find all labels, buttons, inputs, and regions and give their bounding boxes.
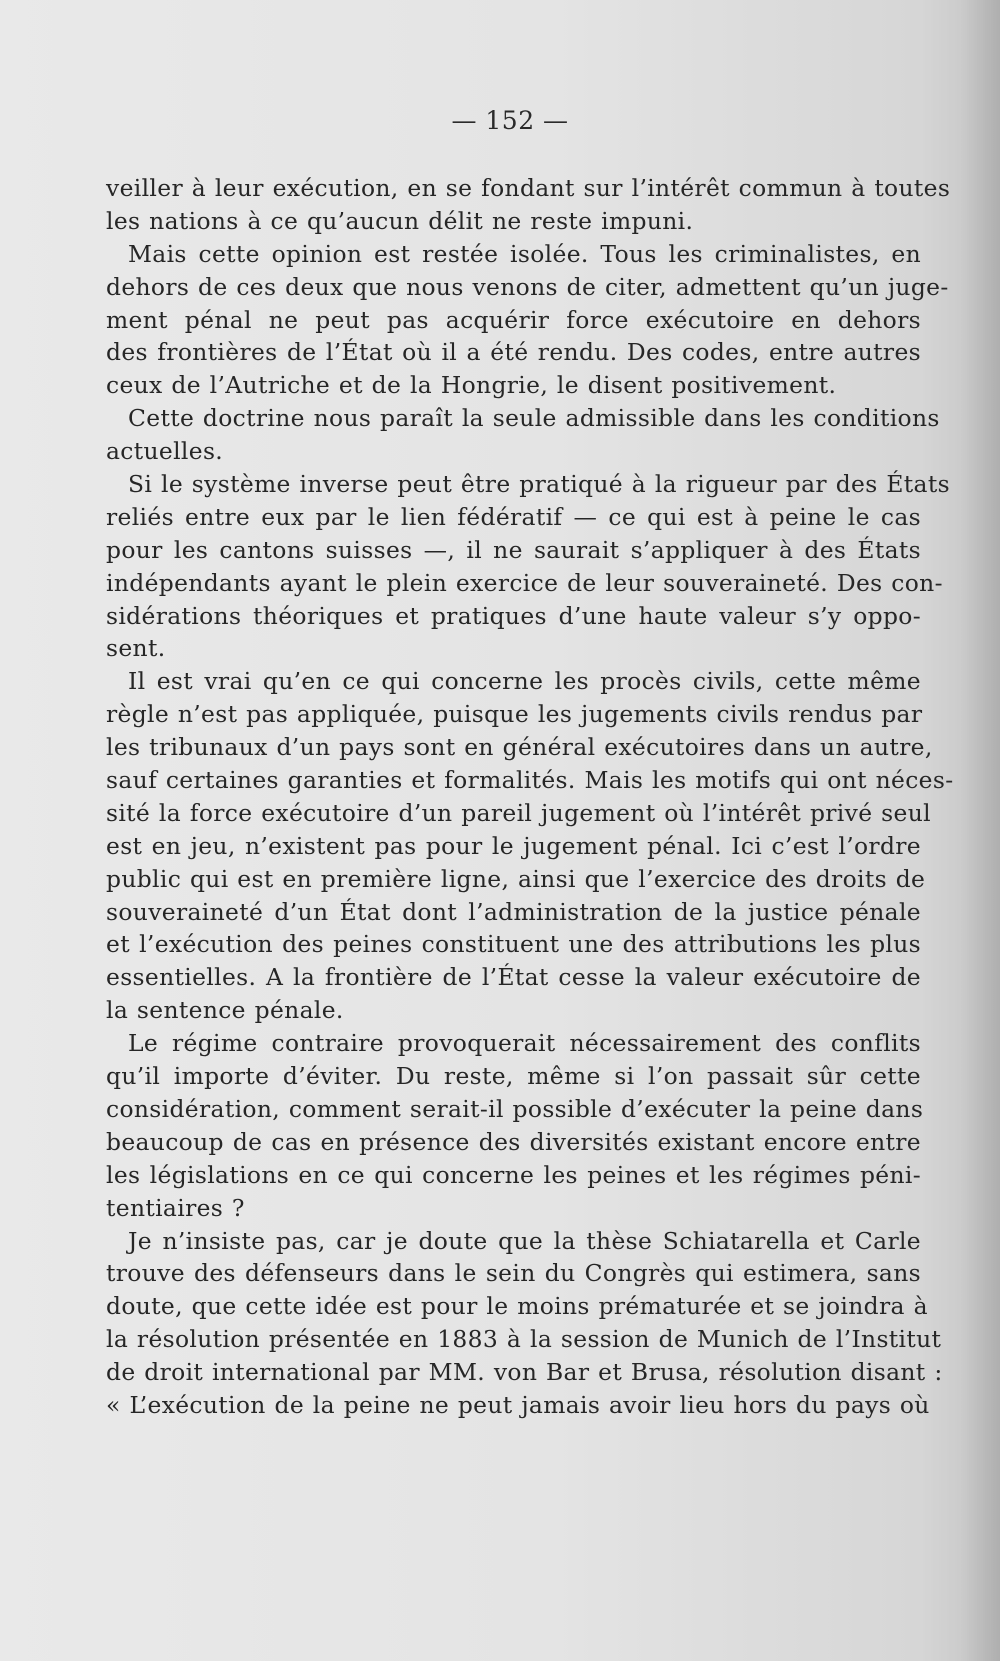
text-line: sent.: [106, 634, 166, 663]
text-line: la résolution présentée en 1883 à la session de Munich de l’Institut: [106, 1325, 942, 1354]
text-line: souveraineté d’un État dont l’administration de la justice pénale: [106, 897, 921, 926]
text-line: indépendants ayant le plein exercice de leur souveraineté. Des con-: [106, 568, 943, 597]
text-line: les législations en ce qui concerne les peines et les régimes péni-: [106, 1160, 921, 1189]
text-line: doute, que cette idée est pour le moins prématurée et se joindra à: [106, 1292, 928, 1321]
text-line: considération, comment serait-il possible d’exécuter la peine dans: [106, 1094, 924, 1123]
text-line: règle n’est pas appliquée, puisque les jugements civils rendus par: [106, 700, 923, 729]
text-line: essentielles. A la frontière de l’État cesse la valeur exécutoire de: [106, 963, 921, 992]
text-line: beaucoup de cas en présence des diversités existant encore entre: [106, 1127, 921, 1156]
text-line: Si le système inverse peut être pratiqué à la rigueur par des États: [128, 470, 950, 499]
text-line: veiller à leur exécution, en se fondant sur l’intérêt commun à toutes: [106, 174, 951, 202]
text-line: reliés entre eux par le lien fédératif — ce qui est à peine le cas: [106, 502, 921, 531]
text-line: tentiaires ?: [106, 1193, 245, 1222]
text-line: les nations à ce qu’aucun délit ne reste impuni.: [106, 206, 694, 235]
text-line: dehors de ces deux que nous venons de citer, admettent qu’un juge-: [106, 272, 949, 301]
page-edge-shadow: [960, 0, 1000, 1661]
text-line: « L’exécution de la peine ne peut jamais avoir lieu hors du pays où: [106, 1390, 930, 1419]
body-text: [106, 172, 954, 1422]
page-number: — 152 —: [451, 106, 569, 135]
text-line: Il est vrai qu’en ce qui concerne les procès civils, cette même: [128, 667, 921, 696]
text-line: des frontières de l’État où il a été rendu. Des codes, entre autres: [106, 338, 921, 367]
text-line: la sentence pénale.: [106, 996, 344, 1025]
text-line: public qui est en première ligne, ainsi que l’exercice des droits de: [106, 864, 926, 893]
text-line: sauf certaines garanties et formalités. Mais les motifs qui ont néces-: [106, 766, 954, 795]
text-line: de droit international par MM. von Bar et Brusa, résolution disant :: [106, 1358, 943, 1387]
text-line: est en jeu, n’existent pas pour le jugement pénal. Ici c’est l’ordre: [106, 831, 921, 860]
text-line: ment pénal ne peut pas acquérir force exécutoire en dehors: [106, 305, 921, 334]
text-line: Je n’insiste pas, car je doute que la thèse Schiatarella et Carle: [128, 1226, 921, 1255]
text-line: Le régime contraire provoquerait nécessairement des conflits: [128, 1029, 921, 1058]
text-line: les tribunaux d’un pays sont en général exécutoires dans un autre,: [106, 733, 933, 762]
text-line: sidérations théoriques et pratiques d’une haute valeur s’y oppo-: [106, 601, 921, 630]
text-line: pour les cantons suisses —, il ne saurait s’appliquer à des États: [106, 535, 921, 564]
text-line: qu’il importe d’éviter. Du reste, même si l’on passait sûr cette: [106, 1062, 921, 1091]
text-line: et l’exécution des peines constituent une des attributions les plus: [106, 930, 921, 959]
text-line: ceux de l’Autriche et de la Hongrie, le disent positivement.: [106, 371, 837, 400]
text-line: Cette doctrine nous paraît la seule admissible dans les conditions: [128, 404, 940, 433]
text-line: trouve des défenseurs dans le sein du Congrès qui estimera, sans: [106, 1259, 921, 1288]
text-line: sité la force exécutoire d’un pareil jugement où l’intérêt privé seul: [106, 798, 931, 827]
text-line: actuelles.: [106, 437, 224, 466]
text-line: Mais cette opinion est restée isolée. Tous les criminalistes, en: [128, 239, 921, 268]
